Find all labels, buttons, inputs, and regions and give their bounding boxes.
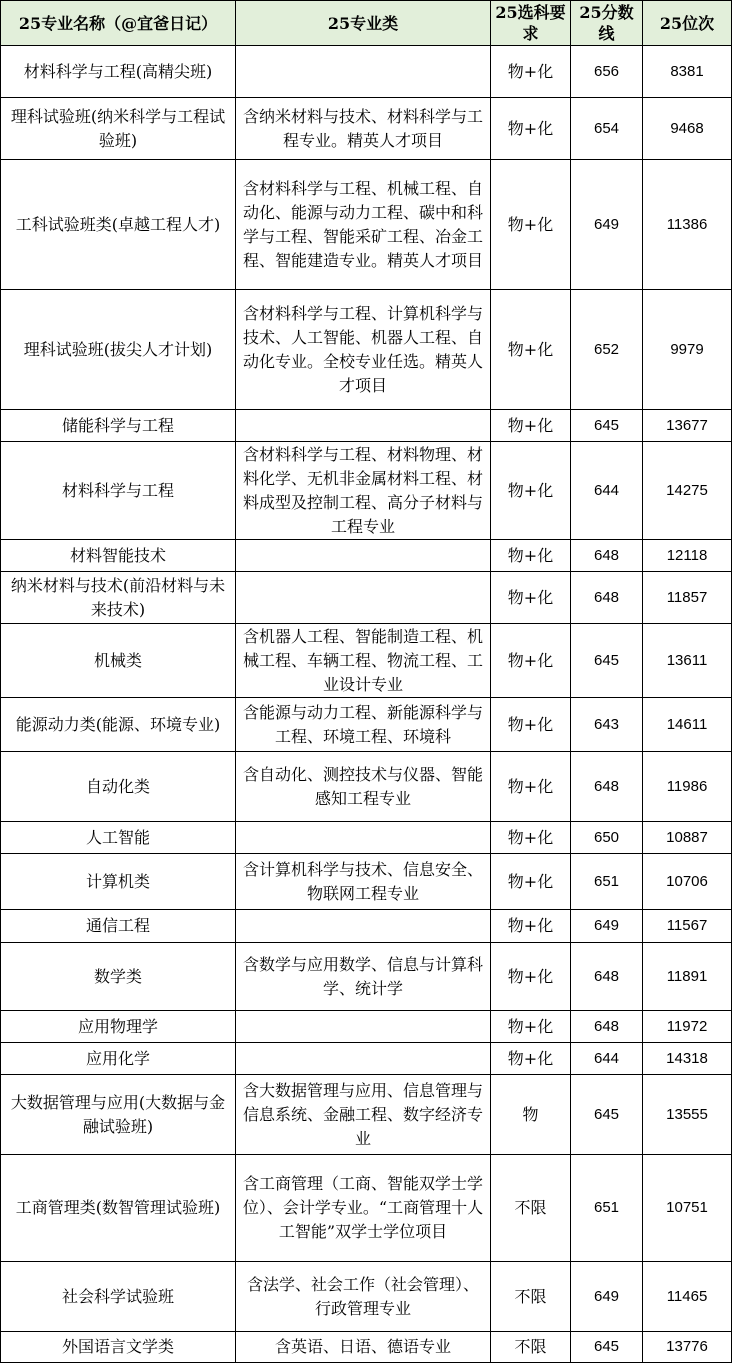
header-row [1,1,732,46]
major-name: 数学类 [1,943,236,1011]
subject-requirement: 不限 [491,1332,571,1363]
major-category: 含数学与应用数学、信息与计算科学、统计学 [236,943,491,1011]
major-name: 理科试验班(纳米科学与工程试验班) [1,98,236,160]
major-name: 机械类 [1,624,236,698]
major-name: 材料智能技术 [1,540,236,572]
major-name: 应用物理学 [1,1011,236,1043]
major-category: 含计算机科学与技术、信息安全、物联网工程专业 [236,854,491,910]
score-line: 656 [571,46,643,98]
subject-requirement: 物+化 [491,98,571,160]
score-line: 649 [571,910,643,943]
table-row [1,410,732,442]
rank: 11857 [643,572,732,624]
score-line: 651 [571,1155,643,1262]
subject-requirement: 物+化 [491,943,571,1011]
rank: 13611 [643,624,732,698]
table-row [1,910,732,943]
major-category [236,822,491,854]
header-score-line: 25分数线 [571,1,643,46]
major-category: 含大数据管理与应用、信息管理与信息系统、金融工程、数字经济专业 [236,1075,491,1155]
major-category: 含法学、社会工作（社会管理）、行政管理专业 [236,1262,491,1332]
score-line: 648 [571,752,643,822]
subject-requirement: 物+化 [491,160,571,290]
score-line: 652 [571,290,643,410]
major-category [236,410,491,442]
rank: 8381 [643,46,732,98]
rank: 11386 [643,160,732,290]
major-category [236,540,491,572]
score-line: 644 [571,442,643,540]
table-row [1,822,732,854]
rank: 10751 [643,1155,732,1262]
subject-requirement: 不限 [491,1262,571,1332]
major-category: 含材料科学与工程、材料物理、材料化学、无机非金属材料工程、材料成型及控制工程、高分子材料与工程专业 [236,442,491,540]
score-line: 645 [571,624,643,698]
subject-requirement: 物+化 [491,540,571,572]
major-category: 含能源与动力工程、新能源科学与工程、环境工程、环境科 [236,698,491,752]
score-line: 648 [571,540,643,572]
header-rank: 25位次 [643,1,732,46]
subject-requirement: 物+化 [491,46,571,98]
subject-requirement: 物+化 [491,290,571,410]
major-category: 含自动化、测控技术与仪器、智能感知工程专业 [236,752,491,822]
table-row [1,1262,732,1332]
major-name: 纳米材料与技术(前沿材料与未来技术) [1,572,236,624]
major-category: 含工商管理（工商、智能双学士学位）、会计学专业。“工商管理十人工智能”双学士学位项目 [236,1155,491,1262]
subject-requirement: 物 [491,1075,571,1155]
score-line: 645 [571,1332,643,1363]
score-line: 650 [571,822,643,854]
subject-requirement: 物+化 [491,910,571,943]
major-name: 材料科学与工程(高精尖班) [1,46,236,98]
subject-requirement: 物+化 [491,410,571,442]
major-category [236,46,491,98]
score-line: 648 [571,1011,643,1043]
subject-requirement: 物+化 [491,572,571,624]
subject-requirement: 物+化 [491,752,571,822]
score-line: 649 [571,1262,643,1332]
table-row [1,698,732,752]
major-name: 工商管理类(数智管理试验班) [1,1155,236,1262]
rank: 12118 [643,540,732,572]
major-name: 通信工程 [1,910,236,943]
rank: 13555 [643,1075,732,1155]
rank: 9979 [643,290,732,410]
major-category [236,572,491,624]
major-name: 人工智能 [1,822,236,854]
rank: 13776 [643,1332,732,1363]
major-name: 外国语言文学类 [1,1332,236,1363]
major-category [236,910,491,943]
score-line: 645 [571,410,643,442]
major-category: 含纳米材料与技术、材料科学与工程专业。精英人才项目 [236,98,491,160]
table-row [1,1075,732,1155]
subject-requirement: 物+化 [491,822,571,854]
major-name: 储能科学与工程 [1,410,236,442]
subject-requirement: 物+化 [491,1011,571,1043]
table-row [1,46,732,98]
table-row [1,572,732,624]
score-line: 644 [571,1043,643,1075]
major-category [236,1011,491,1043]
rank: 14275 [643,442,732,540]
major-name: 材料科学与工程 [1,442,236,540]
header-major-name: 25专业名称（@宜爸日记） [1,1,236,46]
major-name: 应用化学 [1,1043,236,1075]
major-category: 含英语、日语、德语专业 [236,1332,491,1363]
table-row [1,943,732,1011]
score-line: 643 [571,698,643,752]
subject-requirement: 物+化 [491,854,571,910]
rank: 11972 [643,1011,732,1043]
score-line: 654 [571,98,643,160]
header-major-category: 25专业类 [236,1,491,46]
major-name: 社会科学试验班 [1,1262,236,1332]
subject-requirement: 物+化 [491,698,571,752]
table-row [1,752,732,822]
table-row [1,442,732,540]
table-row [1,1011,732,1043]
score-line: 648 [571,943,643,1011]
major-name: 计算机类 [1,854,236,910]
subject-requirement: 不限 [491,1155,571,1262]
subject-requirement: 物+化 [491,442,571,540]
major-name: 理科试验班(拔尖人才计划) [1,290,236,410]
rank: 11891 [643,943,732,1011]
table-row [1,98,732,160]
table-row [1,854,732,910]
score-line: 648 [571,572,643,624]
major-category: 含机器人工程、智能制造工程、机械工程、车辆工程、物流工程、工业设计专业 [236,624,491,698]
table-row [1,1043,732,1075]
major-name: 自动化类 [1,752,236,822]
score-line: 651 [571,854,643,910]
rank: 11567 [643,910,732,943]
table-row [1,1155,732,1262]
table-row [1,1332,732,1363]
major-category [236,1043,491,1075]
rank: 13677 [643,410,732,442]
major-name: 能源动力类(能源、环境专业) [1,698,236,752]
major-category: 含材料科学与工程、计算机科学与技术、人工智能、机器人工程、自动化专业。全校专业任选。精英人才项目 [236,290,491,410]
table-row [1,290,732,410]
table-row [1,160,732,290]
subject-requirement: 物+化 [491,624,571,698]
major-category: 含材料科学与工程、机械工程、自动化、能源与动力工程、碳中和科学与工程、智能采矿工程、冶金工程、智能建造专业。精英人才项目 [236,160,491,290]
score-line: 649 [571,160,643,290]
subject-requirement: 物+化 [491,1043,571,1075]
rank: 14318 [643,1043,732,1075]
rank: 9468 [643,98,732,160]
table-row [1,540,732,572]
major-name: 工科试验班类(卓越工程人才) [1,160,236,290]
score-line: 645 [571,1075,643,1155]
rank: 14611 [643,698,732,752]
rank: 10706 [643,854,732,910]
rank: 11986 [643,752,732,822]
header-subject-requirement: 25选科要求 [491,1,571,46]
rank: 11465 [643,1262,732,1332]
major-name: 大数据管理与应用(大数据与金融试验班) [1,1075,236,1155]
table-row [1,624,732,698]
rank: 10887 [643,822,732,854]
